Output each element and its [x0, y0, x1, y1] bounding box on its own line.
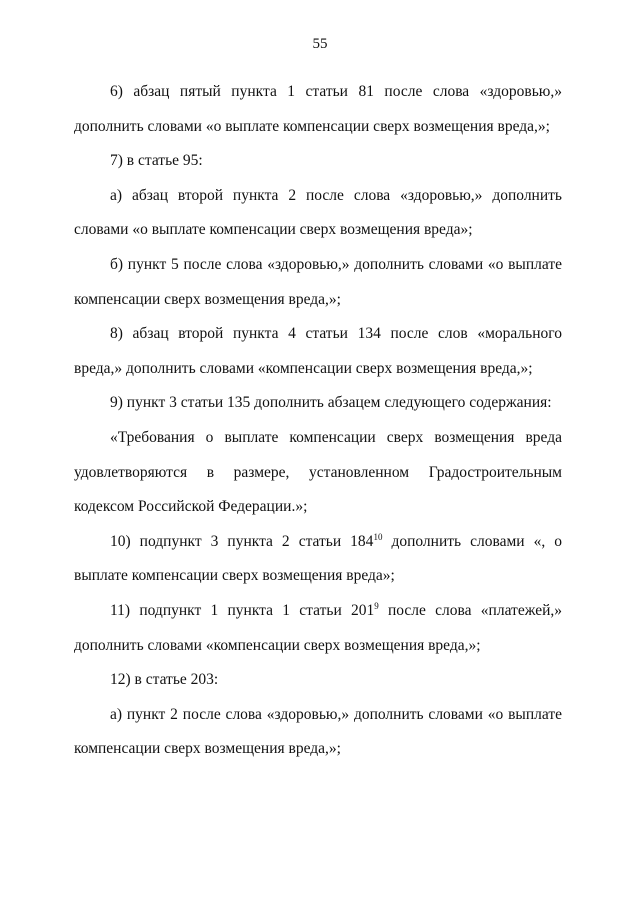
paragraph-item-6: 6) абзац пятый пункта 1 статьи 81 после слова «здоровью,» дополнить словами «о выплате компенсации сверх возмещения вреда,»;	[74, 83, 562, 135]
paragraph-item-8: 8) абзац второй пункта 4 статьи 134 после слов «морального вреда,» дополнить словами «компенсации сверх возмещения вреда,»;	[74, 325, 562, 377]
paragraph-item-7a: а) абзац второй пункта 2 после слова «здоровью,» дополнить словами «о выплате компенсации сверх возмещения вреда»;	[74, 186, 562, 239]
paragraph-item-12a: а) пункт 2 после слова «здоровью,» дополнить словами «о выплате компенсации сверх возмещения вреда,»;	[74, 705, 562, 758]
item-10-text-end: дополнить словами «, о выплате компенсации сверх возмещения вреда»;	[74, 532, 562, 585]
paragraph-item-7: 7) в статье 95:	[110, 152, 203, 170]
item-10-superscript: 10	[373, 531, 383, 542]
item-11-text-start: 11) подпункт 1 пункта 1 статьи 201	[110, 601, 375, 619]
item-10-text-start: 10) подпункт 3 пункта 2 статьи 184	[110, 532, 374, 550]
paragraph-item-12: 12) в статье 203:	[110, 671, 219, 689]
item-11-superscript: 9	[374, 600, 379, 611]
paragraph-item-10	[74, 525, 562, 594]
document-body	[74, 75, 562, 767]
paragraph-item-7b: б) пункт 5 после слова «здоровью,» дополнить словами «о выплате компенсации сверх возмещения вреда,»;	[74, 255, 562, 308]
paragraph-item-9: 9) пункт 3 статьи 135 дополнить абзацем следующего содержания:	[110, 394, 552, 412]
paragraph-item-9-quote: «Требования о выплате компенсации сверх возмещения вреда удовлетворяются в размере, установленном Градостроительным кодексом Российской Федерации.»;	[74, 428, 562, 516]
page-number: 55	[312, 36, 328, 52]
item-11-text-end: после слова «платежей,» дополнить словами «компенсации сверх возмещения вреда,»;	[74, 601, 563, 654]
paragraph-item-11	[74, 594, 562, 663]
